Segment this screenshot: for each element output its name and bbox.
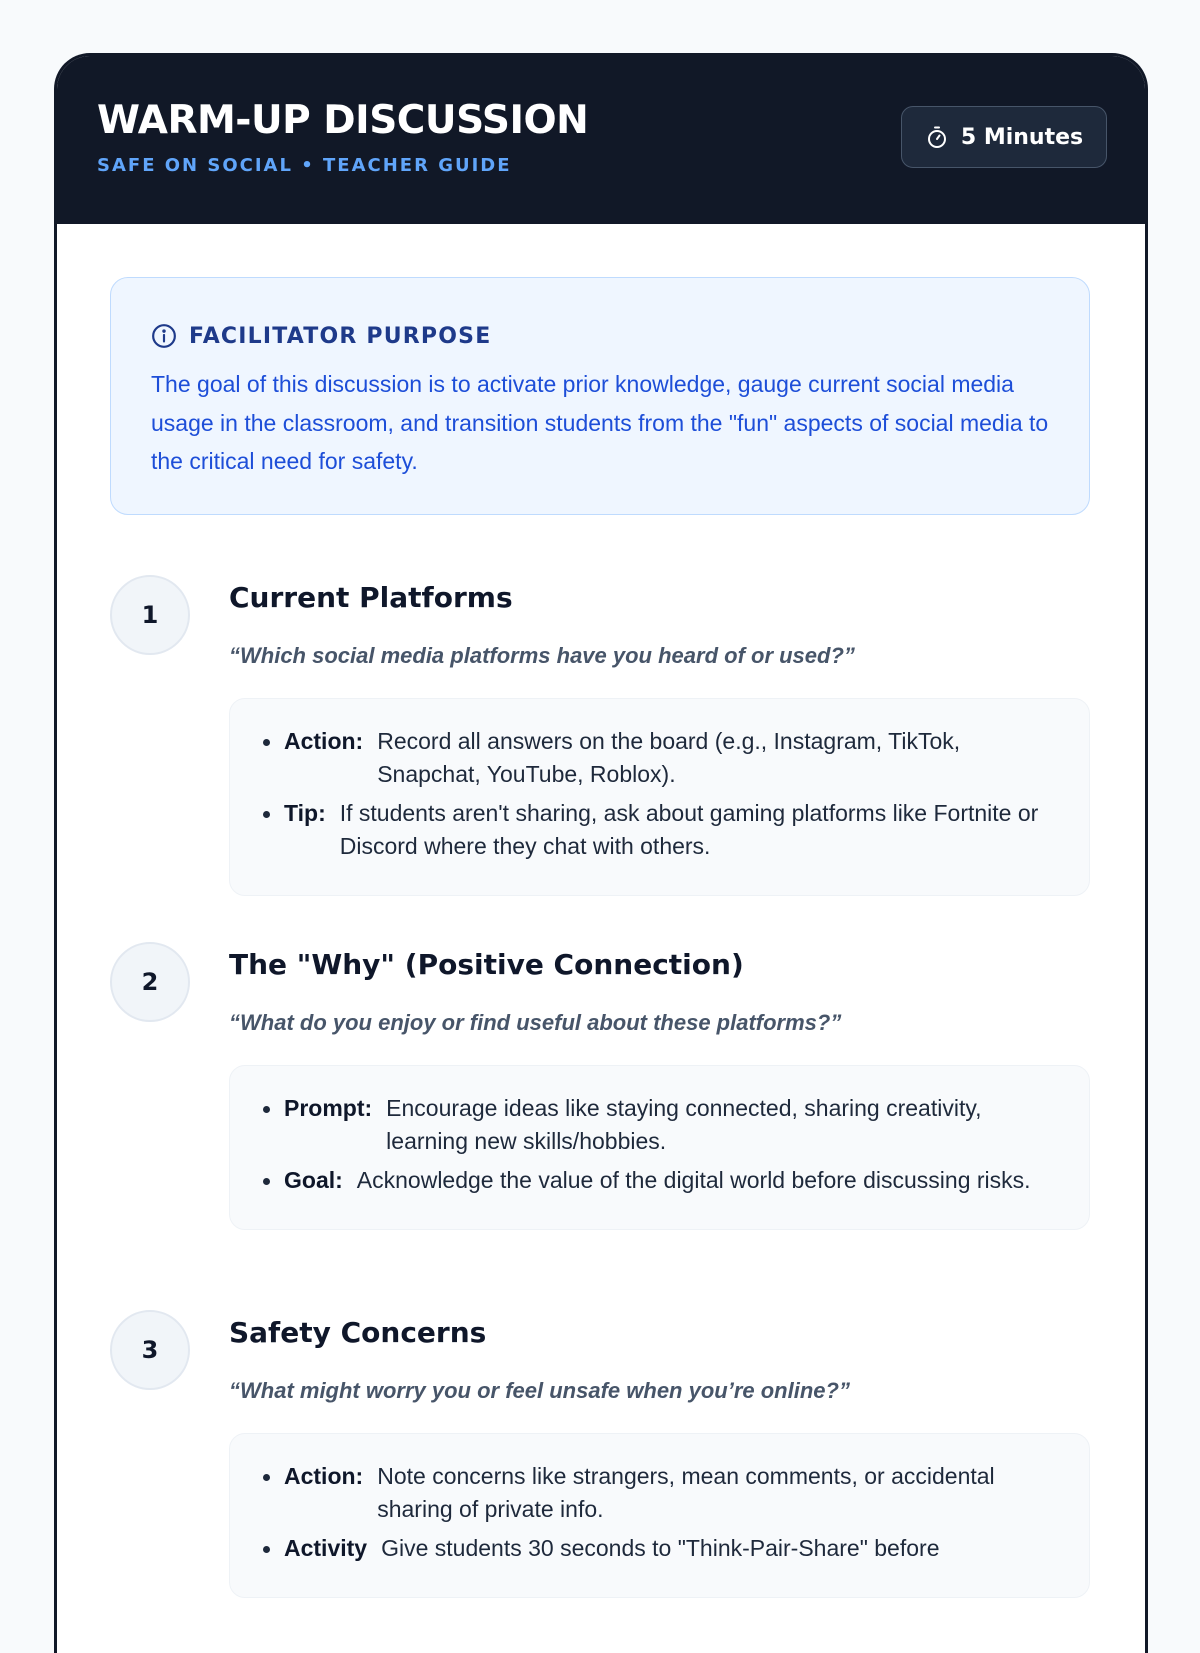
bullet-text: Note concerns like strangers, mean comments, or accidental sharing of private info. <box>377 1463 995 1522</box>
stopwatch-icon <box>925 125 949 149</box>
step-notes <box>229 1433 1090 1598</box>
purpose-heading <box>151 323 491 349</box>
purpose-title: FACILITATOR PURPOSE <box>189 323 492 349</box>
bullet-text: Give students 30 seconds to "Think-Pair-Share" before <box>381 1535 940 1561</box>
list-item <box>260 1532 1049 1565</box>
list-item <box>260 797 1049 863</box>
card-header <box>57 56 1145 224</box>
bullet-label: Tip: <box>284 800 326 826</box>
step-question: “What might worry you or feel unsafe when you’re online?” <box>229 1378 850 1403</box>
list-item <box>260 1092 1049 1158</box>
facilitator-purpose-box <box>110 277 1090 515</box>
step-number: 1 <box>110 575 190 655</box>
step-question: “Which social media platforms have you heard of or used?” <box>229 643 855 668</box>
bullet-text: If students aren't sharing, ask about gaming platforms like Fortnite or Discord where they chat with others. <box>339 800 1039 859</box>
list-item <box>260 1460 1049 1526</box>
step-question: “What do you enjoy or find useful about these platforms?” <box>229 1010 842 1035</box>
step-notes <box>229 698 1090 896</box>
step-title: Current Platforms <box>229 581 513 614</box>
bullet-label: Prompt: <box>284 1095 373 1121</box>
bullet-label: Activity <box>284 1535 368 1561</box>
info-icon <box>151 323 177 349</box>
step-number: 3 <box>110 1310 190 1390</box>
page-subtitle: SAFE ON SOCIAL • TEACHER GUIDE <box>97 155 512 176</box>
bullet-text: Encourage ideas like staying connected, sharing creativity, learning new skills/hobbies. <box>386 1095 982 1154</box>
purpose-text: The goal of this discussion is to activate prior knowledge, gauge current social media usage in the classroom, and transition students from the "fun" aspects of social media to the critical need for safety. <box>151 371 1049 474</box>
step-notes <box>229 1065 1090 1230</box>
bullet-label: Action: <box>284 1463 364 1489</box>
time-badge <box>901 106 1107 168</box>
bullet-text: Acknowledge the value of the digital world before discussing risks. <box>356 1167 1031 1193</box>
lesson-card <box>54 53 1148 1653</box>
bullet-label: Goal: <box>284 1167 343 1193</box>
step-number: 2 <box>110 942 190 1022</box>
list-item <box>260 1164 1049 1197</box>
step-title: Safety Concerns <box>229 1316 487 1349</box>
list-item <box>260 725 1049 791</box>
time-label: 5 Minutes <box>960 124 1084 150</box>
bullet-label: Action: <box>284 728 364 754</box>
bullet-text: Record all answers on the board (e.g., Instagram, TikTok, Snapchat, YouTube, Roblox). <box>377 728 961 787</box>
step-title: The "Why" (Positive Connection) <box>229 948 744 981</box>
page-title: WARM-UP DISCUSSION <box>97 98 589 143</box>
